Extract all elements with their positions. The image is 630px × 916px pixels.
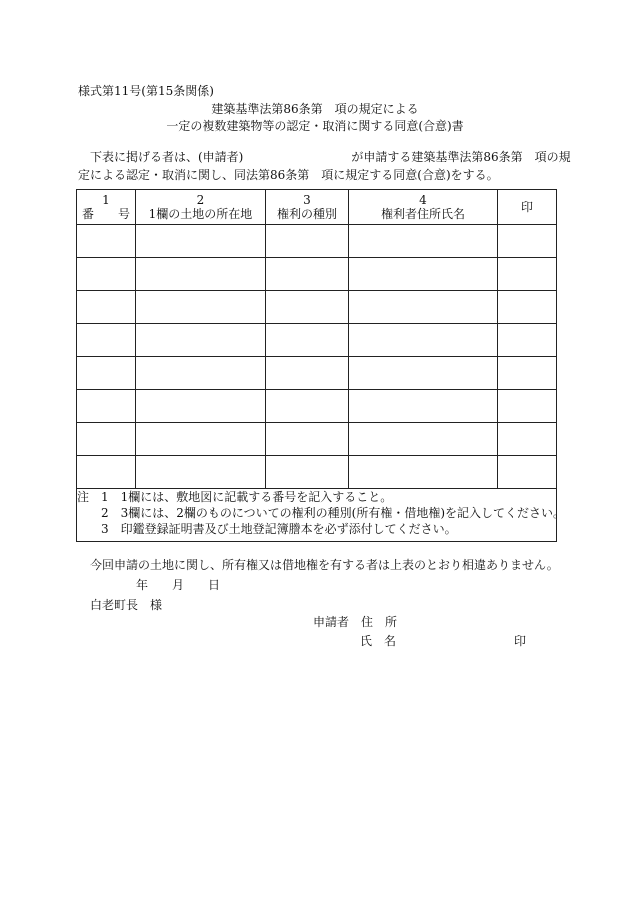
cell-holder-address-name[interactable] xyxy=(349,258,498,291)
cell-land-location[interactable] xyxy=(136,357,266,390)
header-col5-label: 印 xyxy=(520,200,533,214)
notes-cell xyxy=(77,489,566,542)
header-col3-number: 3 xyxy=(303,193,311,207)
consent-table xyxy=(76,189,566,542)
intro-text-line2: 定による認定・取消に関し、同法第86条第 項に規定する同意(合意)をする。 xyxy=(78,168,499,182)
addressee: 白老町長 様 xyxy=(90,598,163,612)
cell-lot-number[interactable] xyxy=(77,423,136,456)
cell-land-location[interactable] xyxy=(136,390,266,423)
cell-right-type[interactable] xyxy=(266,225,349,258)
cell-holder-address-name[interactable] xyxy=(349,423,498,456)
cell-lot-number[interactable] xyxy=(77,258,136,291)
table-row xyxy=(77,258,557,291)
note-line-2: 2 3欄には、2欄のものについての権利の種別(所有権・借地権)を記入してください。 xyxy=(77,506,566,520)
table-row xyxy=(77,390,557,423)
cell-land-location[interactable] xyxy=(136,324,266,357)
cell-lot-number[interactable] xyxy=(77,291,136,324)
cell-holder-address-name[interactable] xyxy=(349,324,498,357)
document-title-line1: 建築基準法第86条第 項の規定による xyxy=(211,102,419,116)
intro-text-line1: 下表に掲げる者は、(申請者) が申請する建築基準法第86条第 項の規 xyxy=(90,150,571,164)
header-col2-label: 1欄の土地の所在地 xyxy=(148,207,253,221)
cell-right-type[interactable] xyxy=(266,291,349,324)
table-row xyxy=(77,225,557,258)
table-header-row xyxy=(77,190,557,225)
date-line[interactable]: 年 月 日 xyxy=(136,578,221,592)
table-row xyxy=(77,423,557,456)
header-seal xyxy=(498,190,557,225)
form-number: 様式第11号(第15条関係) xyxy=(78,84,214,98)
notes-row xyxy=(77,489,557,542)
header-col4-label: 権利者住所氏名 xyxy=(380,207,465,221)
cell-seal[interactable] xyxy=(498,390,557,423)
header-col1-number: 1 xyxy=(102,193,110,207)
header-land-location xyxy=(136,190,266,225)
cell-seal[interactable] xyxy=(498,357,557,390)
consent-statement: 今回申請の土地に関し、所有権又は借地権を有する者は上表のとおり相違ありません。 xyxy=(90,558,559,572)
applicant-address-label: 申請者 住 所 xyxy=(313,615,398,629)
header-col2-number: 2 xyxy=(196,193,205,207)
cell-seal[interactable] xyxy=(498,291,557,324)
cell-holder-address-name[interactable] xyxy=(349,357,498,390)
cell-land-location[interactable] xyxy=(136,456,266,489)
cell-seal[interactable] xyxy=(498,258,557,291)
cell-right-type[interactable] xyxy=(266,423,349,456)
table-row xyxy=(77,324,557,357)
header-holder-address-name xyxy=(349,190,498,225)
note-line-1: 注 1 1欄には、敷地図に記載する番号を記入すること。 xyxy=(77,490,393,504)
cell-seal[interactable] xyxy=(498,423,557,456)
cell-seal[interactable] xyxy=(498,225,557,258)
header-col1-label: 番 号 xyxy=(81,207,130,221)
table-row xyxy=(77,357,557,390)
cell-holder-address-name[interactable] xyxy=(349,390,498,423)
table-row xyxy=(77,291,557,324)
applicant-seal-mark: 印 xyxy=(514,634,527,648)
header-lot-number xyxy=(77,190,136,225)
cell-seal[interactable] xyxy=(498,456,557,489)
cell-right-type[interactable] xyxy=(266,357,349,390)
cell-land-location[interactable] xyxy=(136,423,266,456)
cell-lot-number[interactable] xyxy=(77,357,136,390)
cell-land-location[interactable] xyxy=(136,291,266,324)
header-col4-number: 4 xyxy=(419,193,427,207)
cell-holder-address-name[interactable] xyxy=(349,456,498,489)
cell-land-location[interactable] xyxy=(136,258,266,291)
cell-lot-number[interactable] xyxy=(77,225,136,258)
table-row xyxy=(77,456,557,489)
cell-holder-address-name[interactable] xyxy=(349,225,498,258)
header-right-type xyxy=(266,190,349,225)
cell-lot-number[interactable] xyxy=(77,324,136,357)
cell-right-type[interactable] xyxy=(266,390,349,423)
cell-lot-number[interactable] xyxy=(77,390,136,423)
cell-lot-number[interactable] xyxy=(77,456,136,489)
document-title-line2: 一定の複数建築物等の認定・取消に関する同意(合意)書 xyxy=(166,119,464,133)
cell-seal[interactable] xyxy=(498,324,557,357)
cell-right-type[interactable] xyxy=(266,456,349,489)
cell-holder-address-name[interactable] xyxy=(349,291,498,324)
cell-right-type[interactable] xyxy=(266,324,349,357)
cell-right-type[interactable] xyxy=(266,258,349,291)
applicant-name-label: 氏 名 xyxy=(360,634,397,648)
header-col3-label: 権利の種別 xyxy=(276,207,337,221)
cell-land-location[interactable] xyxy=(136,225,266,258)
note-line-3: 3 印鑑登録証明書及び土地登記簿謄本を必ず添付してください。 xyxy=(77,522,457,536)
